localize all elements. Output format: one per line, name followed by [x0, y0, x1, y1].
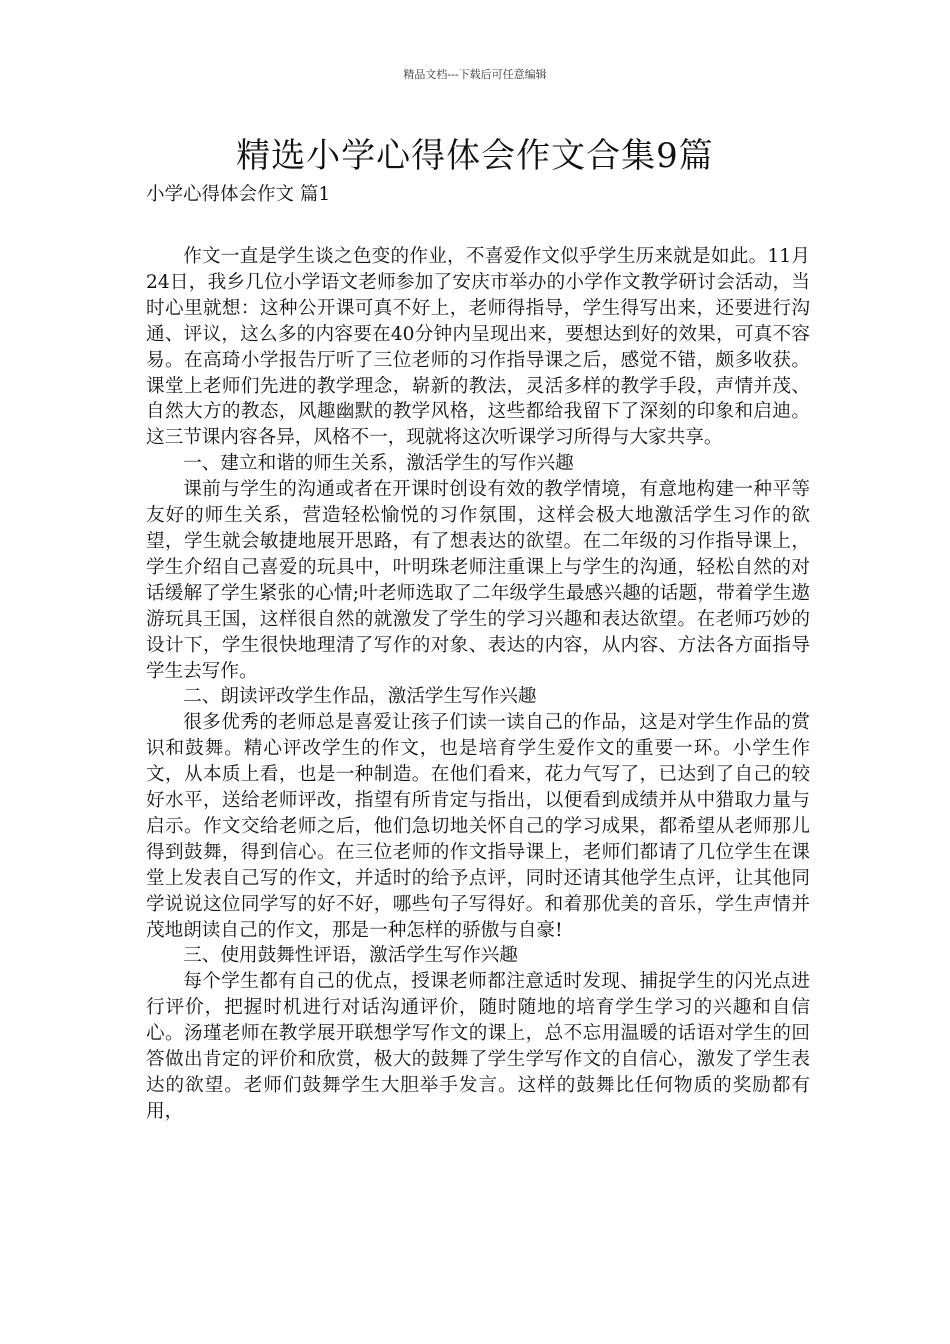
paragraph: 课前与学生的沟通或者在开课时创设有效的教学情境，有意地构建一种平等友好的师生关系，营造轻松愉悦的习作氛围，这样会极大地激活学生习作的欲望，学生就会敏捷地展开思路，有了想表达的欲望。在二年级的习作指导课上，学生介绍自己喜爱的玩具中，叶明珠老师注重课上与学生的沟通，轻松自然的对话缓解了学生紧张的心情;叶老师选取了二年级学生最感兴趣的话题，带着学生遨游玩具王国，这样很自然的就激发了学生的学习兴趣和表达欲望。在老师巧妙的设计下，学生很快地理清了写作的对象、表达的内容，从内容、方法各方面指导学生去写作。: [146, 479, 810, 682]
document-body: [146, 244, 810, 1125]
paragraph: 作文一直是学生谈之色变的作业，不喜爱作文似乎学生历来就是如此。11月24日，我乡几位小学语文老师参加了安庆市举办的小学作文教学研讨会活动，当时心里就想：这种公开课可真不好上，老师得指导，学生得写出来，还要进行沟通、评议，这么多的内容要在40分钟内呈现出来，要想达到好的效果，可真不容易。在高琦小学报告厅听了三位老师的习作指导课之后，感觉不错，颇多收获。课堂上老师们先进的教学理念，崭新的教法，灵活多样的教学手段，声情并茂、自然大方的教态，风趣幽默的教学风格，这些都给我留下了深刻的印象和启迪。这三节课内容各异，风格不一，现就将这次听课学习所得与大家共享。: [146, 246, 810, 449]
document-title: 精选小学心得体会作文合集9篇: [236, 136, 714, 176]
header-note: 精品文档---下载后可任意编辑: [403, 68, 547, 81]
section-heading: 二、朗读评改学生作品，激活学生写作兴趣: [183, 686, 537, 708]
section-subtitle: 小学心得体会作文 篇1: [146, 184, 331, 205]
paragraph: 很多优秀的老师总是喜爱让孩子们读一读自己的作品，这是对学生作品的赏识和鼓舞。精心评改学生的作文，也是培育学生爱作文的重要一环。小学生作文，从本质上看，也是一种制造。在他们看来，花力气写了，已达到了自己的较好水平，送给老师评改，指望有所肯定与指出，以便看到成绩并从中猎取力量与启示。作文交给老师之后，他们急切地关怀自己的学习成果，都希望从老师那儿得到鼓舞，得到信心。在三位老师的作文指导课上，老师们都请了几位学生在课堂上发表自己写的作文，并适时的给予点评，同时还请其他学生点评，让其他同学说说这位同学写的好不好，哪些句子写得好。和着那优美的音乐，学生声情并茂地朗读自己的作文，那是一种怎样的骄傲与自豪!: [146, 712, 810, 941]
paragraph: 每个学生都有自己的优点，授课老师都注意适时发现、捕捉学生的闪光点进行评价，把握时机进行对话沟通评价，随时随地的培育学生学习的兴趣和自信心。汤瑾老师在教学展开联想学写作文的课上，总不忘用温暖的话语对学生的回答做出肯定的评价和欣赏，极大的鼓舞了学生学写作文的自信心，激发了学生表达的欲望。老师们鼓舞学生大胆举手发言。这样的鼓舞比任何物质的奖励都有用，: [146, 971, 810, 1122]
section-heading: 一、建立和谐的师生关系，激活学生的写作兴趣: [183, 453, 574, 475]
section-heading: 三、使用鼓舞性评语，激活学生写作兴趣: [183, 945, 518, 967]
